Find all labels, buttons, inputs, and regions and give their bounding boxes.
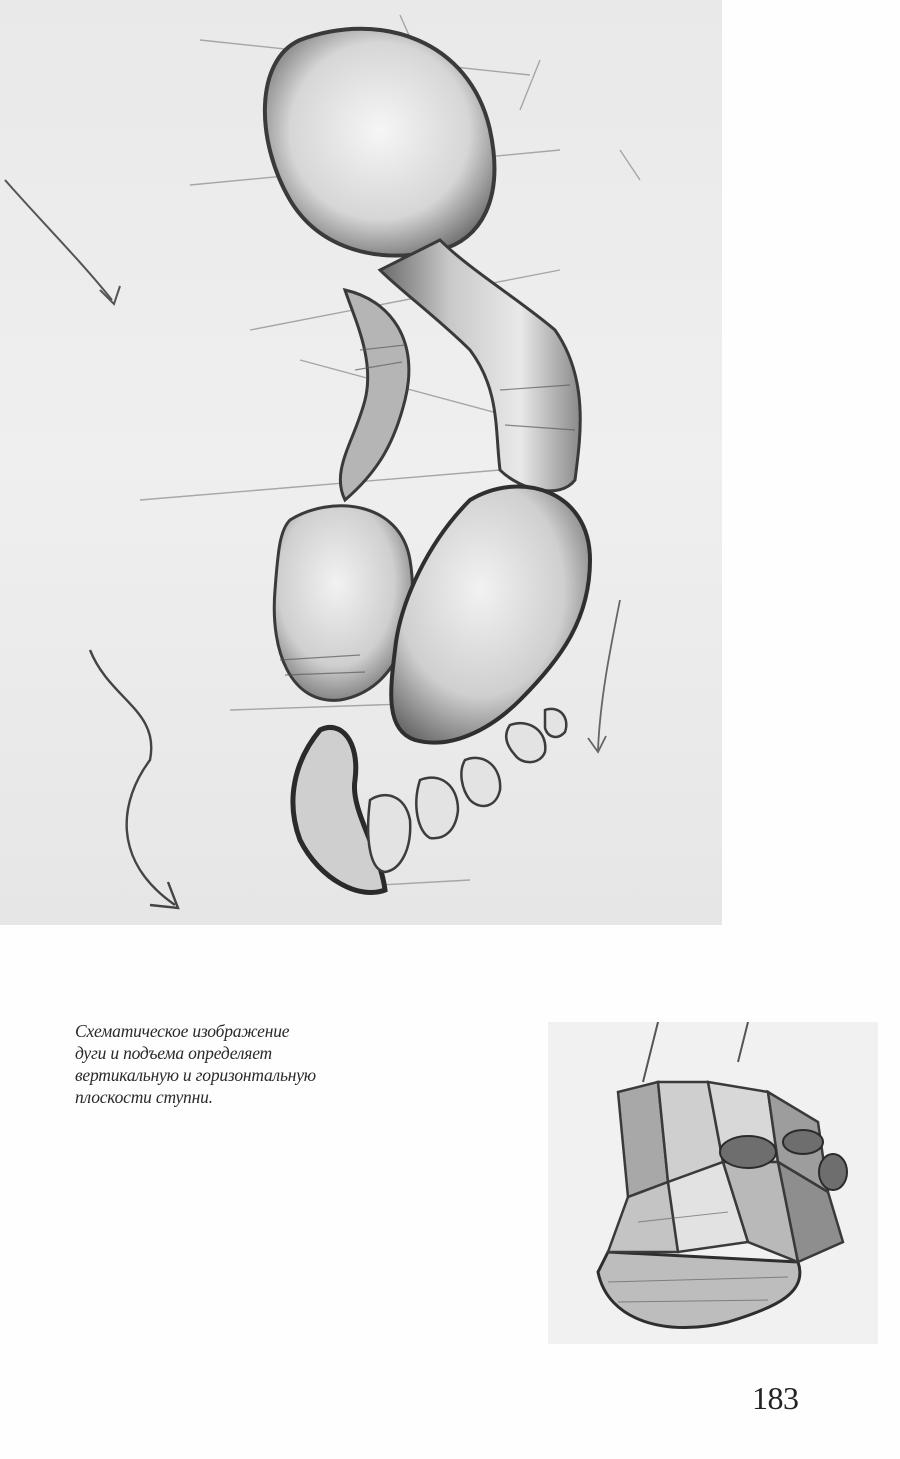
caption-line: Схематическое изображение	[75, 1021, 290, 1041]
caption-line: плоскости ступни.	[75, 1087, 213, 1107]
caption-line: дуги и подъема определяет	[75, 1043, 272, 1063]
figure-caption	[75, 1020, 375, 1108]
foot-block-sketch	[548, 1022, 878, 1344]
foot-block-drawing	[548, 1022, 878, 1344]
caption-line: вертикальную и горизонтальную	[75, 1065, 316, 1085]
page-number: 183	[752, 1380, 799, 1416]
